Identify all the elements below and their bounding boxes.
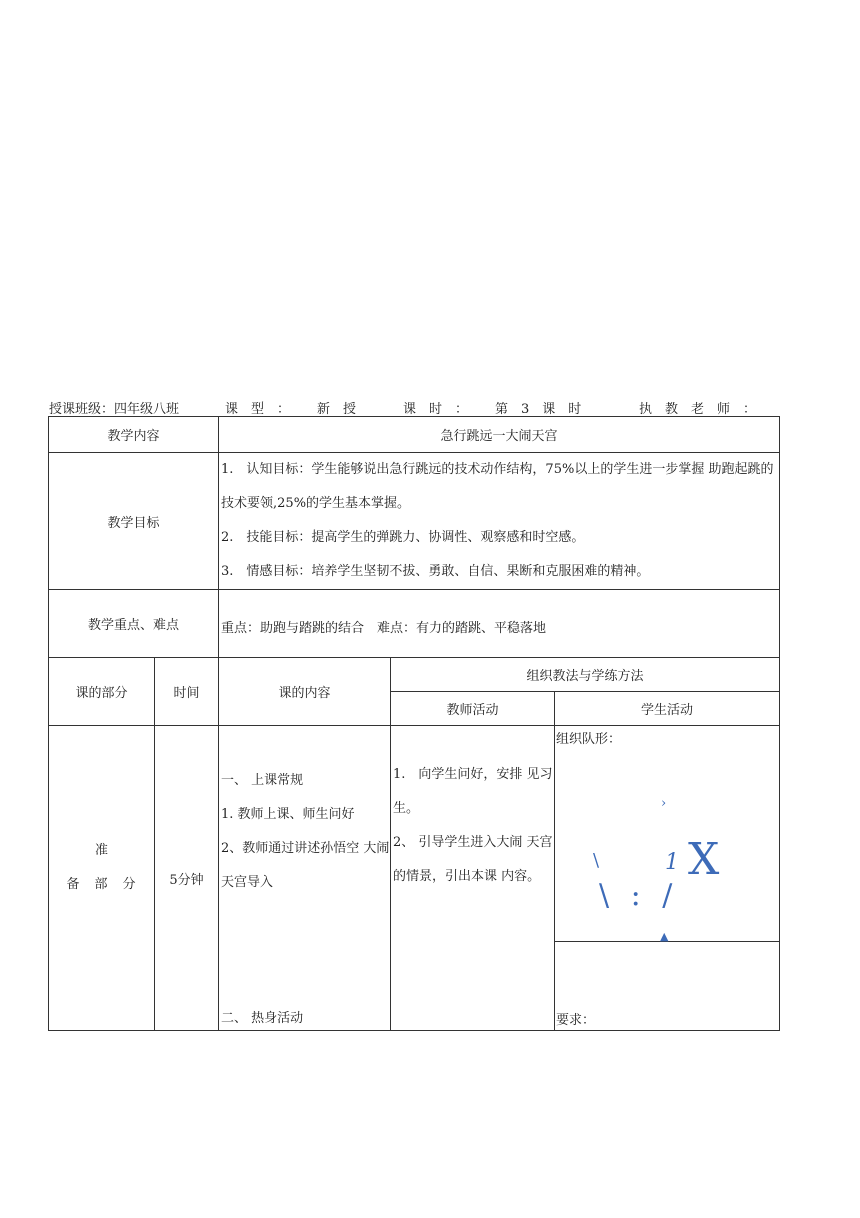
content-label: 教学内容 [49,417,219,453]
teacher-activity-header: 教师活动 [391,692,555,726]
method-header: 组织教法与学练方法 [391,658,780,692]
period-value: 第 3 课 时 [495,402,582,417]
formation-mark-backslash: \ [593,850,600,871]
formation-mark-one: 1 [665,850,680,875]
lesson-plan-table [48,416,780,1031]
prep-student-cell [555,726,780,1031]
key-value: 重点：助跑与踏跳的结合 难点：有力的踏跳、平稳落地 [219,590,780,658]
prep-content-cell [219,726,391,1031]
formation-mark-arrow: › [661,796,667,811]
prep-part-line1: 准 [94,843,108,858]
prep-teacher-cell [391,726,555,1031]
prep-teacher-2: 2、 引导学生进入大闹 天宫的情景，引出本课 内容。 [393,835,553,884]
header-line [49,396,779,416]
prep-content-2: 1. 教师上课、师生问好 [221,807,355,822]
goals-label: 教学目标 [49,453,219,590]
type-label: 课 型 ： [225,402,291,417]
teacher-label: 执 教 老 师 ： [639,402,757,417]
prep-part-cell [49,726,155,1031]
requirement-label: 要求： [556,1013,596,1028]
formation-label: 组织队形： [556,732,622,747]
prep-part-line2: 备 部 分 [66,877,137,892]
content-value: 急行跳远一大闹天宫 [219,417,780,453]
prep-content-4: 二、 热身活动 [221,1011,304,1026]
time-header: 时间 [155,658,219,726]
goals-cell [219,453,780,590]
goal-2: 2. 技能目标：提高学生的弹跳力、协调性、观察感和时空感。 [221,530,585,545]
goal-1: 1. 认知目标：学生能够说出急行跳远的技术动作结构，75%以上的学生进一步掌握 助跑起跳的技术要领,25%的学生基本掌握。 [221,462,774,511]
lesson-content-header: 课的内容 [219,658,391,726]
goal-3: 3. 情感目标：培养学生坚韧不拔、勇敢、自信、果断和克服困难的精神。 [221,564,650,579]
prep-teacher-1: 1. 向学生问好，安排 见习生。 [393,767,553,816]
prep-content-3: 2、教师通过讲述孙悟空 大闹天宫导入 [221,841,390,890]
formation-mark-x: X [688,834,720,885]
class-label: 授课班级：四年级八班 [49,402,180,417]
prep-content-1: 一、 上课常规 [221,773,304,788]
triangle-icon: ▲ [660,930,669,943]
key-label: 教学重点、难点 [49,590,219,658]
type-value: 新 授 [317,402,357,417]
period-label: 课 时 ： [403,402,469,417]
student-activity-header: 学生活动 [555,692,780,726]
part-header: 课的部分 [49,658,155,726]
prep-time: 5分钟 [155,726,219,1031]
formation-mark-bottom: \ : / [599,878,679,913]
